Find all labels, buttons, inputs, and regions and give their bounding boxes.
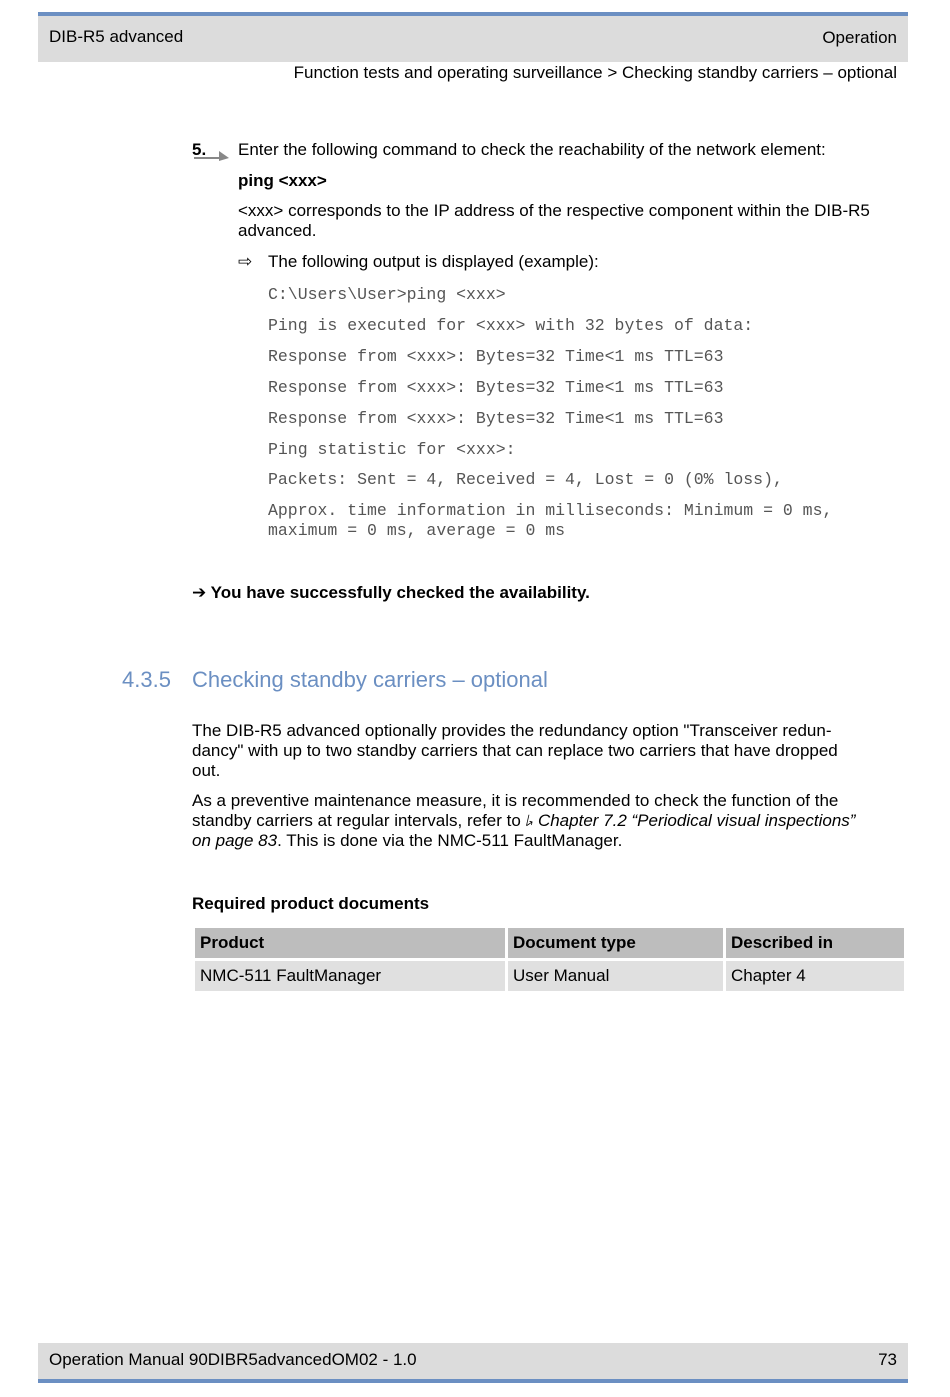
step-command: ping <xxx>: [238, 171, 327, 190]
required-documents-table: [192, 925, 907, 994]
conclusion: ➔ You have successfully checked the availability.: [192, 583, 590, 602]
header-chapter: Operation: [822, 28, 897, 47]
console-line: Response from <xxx>: Bytes=32 Time<1 ms TTL=63: [268, 378, 724, 397]
required-documents-heading: Required product documents: [192, 894, 430, 913]
console-line: Response from <xxx>: Bytes=32 Time<1 ms TTL=63: [268, 347, 724, 366]
console-line: Ping statistic for <xxx>:: [268, 440, 516, 459]
result-intro: The following output is displayed (example):: [268, 252, 599, 271]
section-number: 4.3.5: [122, 667, 171, 692]
column-header-document-type: Document type: [508, 928, 723, 958]
cell-product: NMC-511 FaultManager: [195, 961, 505, 991]
cross-reference-icon: ⭞: [525, 812, 534, 830]
table-header-row: [195, 928, 904, 958]
page-number: 73: [878, 1350, 897, 1369]
step-number: 5.: [192, 140, 207, 159]
step-arrow-icon: [193, 150, 231, 162]
step-instruction: Enter the following command to check the reachability of the network element:: [238, 140, 826, 159]
paragraph-text: . This is done via the NMC-511 FaultManager.: [277, 831, 623, 850]
paragraph-text: standby carriers at regular intervals, refer to: [192, 811, 526, 830]
header-document-title: DIB-R5 advanced: [49, 27, 184, 46]
console-line: Response from <xxx>: Bytes=32 Time<1 ms TTL=63: [268, 409, 724, 428]
paragraph-text: As a preventive maintenance measure, it is recommended to check the function of the: [192, 791, 839, 810]
cell-described-in: Chapter 4: [726, 961, 904, 991]
page-link[interactable]: on page 83: [192, 831, 278, 850]
section-title: Checking standby carriers – optional: [192, 667, 548, 692]
chapter-link[interactable]: Chapter 7.2 “Periodical visual inspections”: [537, 811, 856, 830]
console-line: Ping is executed for <xxx> with 32 bytes of data:: [268, 316, 754, 335]
console-line: Packets: Sent = 4, Received = 4, Lost = 0 (0% loss),: [268, 470, 783, 489]
console-line: Approx. time information in milliseconds: Minimum = 0 ms, maximum = 0 ms, average = 0 ms: [268, 501, 833, 540]
column-header-product: Product: [195, 928, 505, 958]
column-header-described-in: Described in: [726, 928, 904, 958]
result-arrow-icon: ⇨: [238, 252, 253, 271]
table-row: [195, 961, 904, 991]
breadcrumb: Function tests and operating surveillance > Checking standby carriers – optional: [293, 63, 897, 82]
console-line: C:\Users\User>ping <xxx>: [268, 285, 506, 304]
cell-document-type: User Manual: [508, 961, 723, 991]
step-note: <xxx> corresponds to the IP address of the respective component within the DIB-R5 advanced.: [238, 201, 870, 240]
section-paragraph-2: [192, 791, 912, 851]
section-paragraph-1: The DIB-R5 advanced optionally provides the redundancy option "Transceiver redun- dancy" with up to two standby carriers that can replace two carriers that have dropped out.: [192, 721, 838, 780]
footer-document-id: Operation Manual 90DIBR5advancedOM02 - 1.0: [49, 1350, 417, 1369]
